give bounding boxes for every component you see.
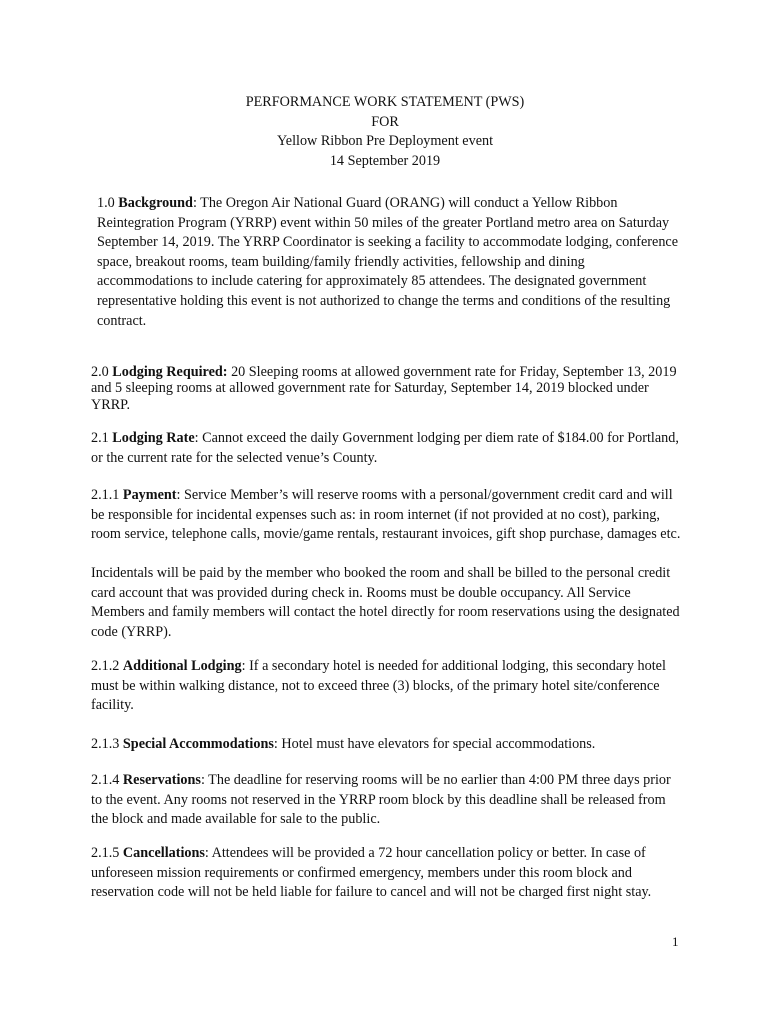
- section-heading: Lodging Rate: [112, 430, 195, 446]
- section-body: : Hotel must have elevators for special accommodations.: [273, 736, 596, 752]
- section-body: : If a secondary hotel is needed for additional lodging, this secondary hotel must be within walking distance, not to exceed three (3) blocks, of the primary hotel site/conference facility.: [91, 658, 666, 714]
- section-background: [97, 194, 682, 331]
- section-body: : The Oregon Air National Guard (ORANG) will conduct a Yellow Ribbon Reintegration Program (YRRP) event within 50 miles of the greater Portland metro area on Saturday September 14, 2019. The YRRP Coordinator is seeking a facility to accommodate lodging, conference space, breakout rooms, team building/family friendly activities, fellowship and dining accommodations to include catering for approximately 85 attendees. The designated government representative holding this event is not authorized to change the terms and conditions of the resulting contract.: [97, 195, 679, 329]
- section-heading: Payment: [122, 487, 177, 503]
- title-line-for: FOR: [371, 113, 399, 130]
- section-number: 2.1.4: [91, 772, 123, 788]
- title-line-pws: PERFORMANCE WORK STATEMENT (PWS): [245, 94, 525, 110]
- section-number: 2.0: [91, 364, 113, 380]
- section-cancellations: [91, 844, 681, 903]
- section-number: 2.1.5: [91, 845, 123, 861]
- section-reservations: [91, 771, 681, 830]
- section-number: 2.1.1: [91, 487, 123, 503]
- section-number: 2.1.3: [91, 736, 123, 752]
- section-number: 2.1: [91, 430, 113, 446]
- page-number: 1: [672, 934, 679, 949]
- section-heading: Background: [118, 195, 193, 211]
- section-payment: [91, 486, 681, 545]
- section-body: : Cannot exceed the daily Government lodging per diem rate of $184.00 for Portland, or the current rate for the selected venue’s County.: [91, 430, 679, 466]
- section-body: : The deadline for reserving rooms will be no earlier than 4:00 PM three days prior to the event. Any rooms not reserved in the YRRP room block by this deadline shall be released from the block and made available for sale to the public.: [91, 772, 671, 828]
- section-number: 2.1.2: [91, 658, 123, 674]
- section-body: Incidentals will be paid by the member who booked the room and shall be billed to the personal credit card account that was provided during check in. Rooms must be double occupancy. All Service Members and family members will contact the hotel directly for room reservations using the designated code (YRRP).: [91, 565, 680, 640]
- section-heading: Reservations: [122, 772, 201, 788]
- title-line-date: 14 September 2019: [329, 152, 441, 169]
- title-line-event: Yellow Ribbon Pre Deployment event: [276, 133, 494, 150]
- section-heading: Cancellations: [122, 845, 205, 861]
- document-title-block: [0, 93, 770, 171]
- section-body: : Attendees will be provided a 72 hour cancellation policy or better. In case of unforeseen mission requirements or confirmed emergency, members under this room block and reservation code will not be held liable for failure to cancel and will not be charged first night stay.: [91, 845, 652, 901]
- section-heading: Additional Lodging: [122, 658, 242, 674]
- section-heading: Lodging Required:: [112, 364, 228, 380]
- section-incidentals: [91, 564, 681, 642]
- section-lodging-rate: [91, 429, 681, 468]
- section-body: 20 Sleeping rooms at allowed government rate for Friday, September 13, 2019 and 5 sleeping rooms at allowed government rate for Saturday, September 14, 2019 blocked under YRRP.: [91, 364, 677, 413]
- section-heading: Special Accommodations: [122, 736, 274, 752]
- section-lodging-required: [91, 364, 681, 413]
- section-additional-lodging: [91, 657, 681, 716]
- section-body: : Service Member’s will reserve rooms with a personal/government credit card and will be responsible for incidental expenses such as: in room internet (if not provided at no cost), parking, room service, telephone calls, movie/game rentals, restaurant invoices, gift shop purchase, damages etc.: [91, 487, 681, 543]
- section-special-accommodations: [91, 735, 681, 755]
- section-number: 1.0: [97, 195, 119, 211]
